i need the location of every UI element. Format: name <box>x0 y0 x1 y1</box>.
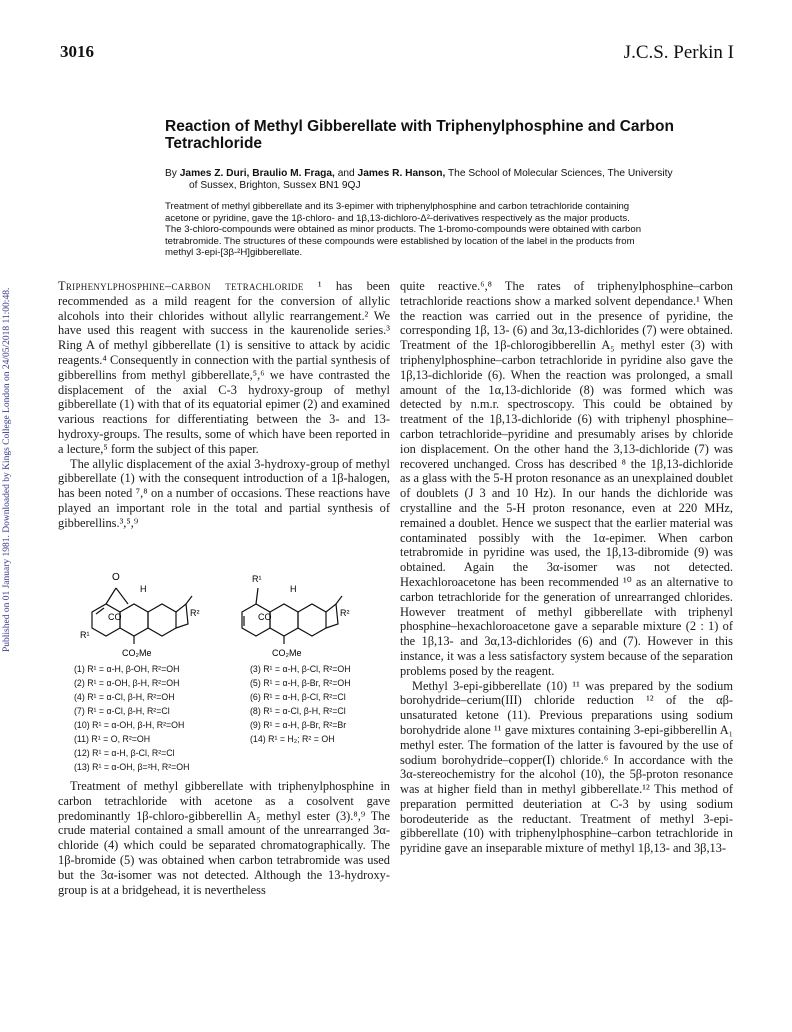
abstract-line: tetrabromide. The structures of these compounds were established by location of the label in the products from <box>165 235 635 247</box>
abstract-line: The 3-chloro-compounds were obtained as minor products. The 1-bromo-compounds were obtained with carbon <box>165 224 642 236</box>
legend-entry: (5) R¹ = α-H, β-Br, R²=OH <box>250 678 351 688</box>
struct-label-h-right: H <box>290 584 297 594</box>
abstract <box>165 201 727 259</box>
page-number: 3016 <box>60 42 94 61</box>
ring-d-left <box>176 604 188 628</box>
paragraph-allylic: The allylic displacement of the axial 3-hydroxy-group of methyl gibberellate (1) with the consequent introduction of a 1β-halogen, has been noted ⁷,⁸ on a number of occasions. These reactions have played an important role in the total and partial synthesis of gibberellins.³,⁵,⁹ <box>58 456 390 530</box>
legend-entry: (11) R¹ = O, R²=OH <box>74 734 151 744</box>
exo-methylene-left <box>186 596 192 604</box>
structure-legend <box>74 664 394 772</box>
lactone-bridge-left <box>106 588 116 604</box>
legend-entry: (6) R¹ = α-H, β-Cl, R²=Cl <box>250 692 346 702</box>
left-column-top <box>58 279 390 531</box>
struct-label-ester-right: CO₂Me <box>272 648 302 658</box>
struct-label-co-right: CO <box>258 612 272 622</box>
struct-label-ester-left: CO₂Me <box>122 648 152 658</box>
author-names: James Z. Duri, Braulio M. Fraga, <box>179 168 335 179</box>
struct-label-r1-right: R¹ <box>252 574 262 584</box>
ring-d-right <box>326 604 338 628</box>
structure-right <box>242 588 342 644</box>
authors-and: and <box>334 168 358 179</box>
paragraph-intro <box>58 279 390 457</box>
exo-methylene-right <box>336 596 342 604</box>
legend-entry: (3) R¹ = α-H, β-Cl, R²=OH <box>250 664 351 674</box>
abstract-line: acetone or pyridine, gave the 1β-chloro- and 1β,13-dichloro-Δ²-derivatives respectively as the major products. <box>165 212 630 224</box>
struct-label-r2-left: R² <box>190 608 200 618</box>
reagent-smallcaps: Triphenylphosphine–carbon tetrachloride <box>58 279 304 293</box>
paragraph-epi-gibberellate: Methyl 3-epi-gibberellate (10) ¹¹ was prepared by the sodium borohydride–cerium(III) chloride reduction ¹² of the αβ-unsaturated ketone (11). Previous preparations using sodium borohydride alone ¹¹ gave mixtures containing 3-epi-gibberellin A₁ methyl ester. The formation of the latter is favoured by the use of sodium borohydride–copper(I) chloride.⁶ In accordance with the 3α-stereochemistry for the alcohol (10), the 5β-proton resonance was at higher field than in methyl gibberellate.¹² This method of preparation permitted deuteriation at C-3 by using sodium borodeuteride as the reductant. Treatment of methyl 3-epi-gibberellate (10) with triphenylphosphine–carbon tetrachloride in pyridine gave an inseparable mixture of methyl 1β,13- and 3β,13- <box>400 678 733 856</box>
paragraph-intro-text: ¹ has been recommended as a mild reagent for the conversion of allylic alcohols into their chlorides without allylic rearrangement.² We have used this reagent with success in the kaurenolide series.³ Ring A of methyl gibberellate (1) is sensitive to attack by acidic reagents.⁴ Consequently in connection with the partial synthesis of gibberellins from methyl gibberellate,⁵,⁶ we have contrasted the displacement of the axial C-3 hydroxy-group of methyl gibberellate (1) with that of its equatorial epimer (2) and examined various reactions for differentiating between the 3- and 13-hydroxy-groups. The results, some of which have been reported in a lecture,⁵ form the subject of this paper. <box>58 279 390 456</box>
journal-name: J.C.S. Perkin I <box>623 42 734 63</box>
legend-entry: (8) R¹ = α-Cl, β-H, R²=Cl <box>250 706 346 716</box>
struct-label-r1-left: R¹ <box>80 630 90 640</box>
struct-label-r2-right: R² <box>340 608 350 618</box>
legend-entry: (14) R¹ = H₂; R² = OH <box>250 734 335 744</box>
struct-label-h-left: H <box>140 584 147 594</box>
ring-b-right <box>270 604 298 636</box>
left-column-bottom <box>58 779 390 897</box>
structure-left <box>92 588 192 644</box>
legend-entry: (9) R¹ = α-H, β-Br, R²=Br <box>250 720 347 730</box>
legend-entry: (13) R¹ = α-OH, β=²H, R²=OH <box>74 762 190 772</box>
legend-entry: (12) R¹ = α-H, β-Cl, R²=Cl <box>74 748 175 758</box>
ring-c-right <box>298 604 326 636</box>
abstract-line: methyl 3-epi-[3β-²H]gibberellate. <box>165 247 303 259</box>
abstract-line: Treatment of methyl gibberellate and its 3-epimer with triphenylphosphine and carbon tetrachloride containing <box>165 201 630 212</box>
affiliation-line-1: The School of Molecular Sciences, The University <box>445 168 673 179</box>
lactone-bond-left <box>116 588 128 604</box>
legend-entry: (7) R¹ = α-Cl, β-H, R²=Cl <box>74 706 170 716</box>
authors-prefix: By <box>165 168 180 179</box>
ring-b-left <box>120 604 148 636</box>
affiliation-line-2: of Sussex, Brighton, Sussex BN1 9QJ <box>189 180 361 191</box>
r1-bond-right <box>256 588 258 604</box>
legend-entry: (10) R¹ = α-OH, β-H, R²=OH <box>74 720 185 730</box>
article-title: Reaction of Methyl Gibberellate with Triphenylphosphine and Carbon Tetrachloride <box>165 118 674 152</box>
author-block <box>165 168 727 192</box>
legend-entry: (4) R¹ = α-Cl, β-H, R²=OH <box>74 692 175 702</box>
paragraph-reactivity: quite reactive.⁶,⁸ The rates of triphenylphosphine–carbon tetrachloride reactions show a marked solvent dependance.¹ When the reaction was carried out in the presence of pyridine, the corresponding 1β, 13- (6) and 3α,13-dichlorides (7) were obtained. Treatment of the 1β-chlorogibberellin A₅ methyl ester (3) with triphenylphosphine–carbon tetrachloride in pyridine also gave the 1β,13-dichloride (6). When the reaction was prolonged, a small amount of the 1α,13-dichloride (8) was formed which was detected by n.m.r. spectroscopy. This could be obtained by treatment of the 1β,13-dichloride (6) with triphenyl phosphine–carbon tetrachloride–pyridine and presumably arises by chloride ion displacement. On the other hand the 3,13-dichloride (7) was recovered unchanged. Cross has described ⁸ the 1β,13-dichloride as a glass with the 5-H proton resonance as an unexplained doublet of doublets (J 3 and 10 Hz). In our hands the dichloride was crystalline and the 5-H proton resonance, even at 220 MHz, remained a doublet. Hence we suspect that the earlier material was contaminated possibly with the 1α-epimer. When carbon tetrabromide in pyridine was used, the 1β,13-dibromide (9) was obtained. Again the 3α-isomer was not detected. Hexachloroacetone has been recommended ¹⁰ as an alternative to carbon tetrachloride for the generation of unrearranged chlorides. However treatment of methyl gibberellate with triphenyl phosphine–hexachloroacetone gave a separable mixture (2 : 1) of the 1β,13- and 3α,13-dichlorides (6) and (7). However in this instance, it was a less satisfactory system because of the separation problems posed by the reagent. <box>400 279 733 678</box>
chemical-structures-figure <box>78 570 378 662</box>
right-column <box>400 279 733 856</box>
struct-label-o-left: O <box>112 572 120 583</box>
provenance-sidebar: Published on 01 January 1981. Downloaded by Kings College London on 24/05/2018 11:00:48. <box>2 287 12 653</box>
legend-entry: (1) R¹ = α-H, β-OH, R²=OH <box>74 664 180 674</box>
ring-c-left <box>148 604 176 636</box>
paragraph-treatment: Treatment of methyl gibberellate with triphenylphosphine in carbon tetrachloride with acetone as a cosolvent gave predominantly 1β-chloro-gibberellin A₅ methyl ester (3).⁸,⁹ The crude material contained a small amount of the unrearranged 3α-chloride (4) which could be separated chromatographically. The 1β-bromide (5) was obtained when carbon tetrabromide was used but the 3α-isomer was not detected. Although the 13-hydroxy-group is at a bridgehead, it is nevertheless <box>58 779 390 897</box>
author-last: James R. Hanson, <box>357 168 446 179</box>
struct-label-co-left: CO <box>108 612 122 622</box>
legend-entry: (2) R¹ = α-OH, β-H, R²=OH <box>74 678 180 688</box>
